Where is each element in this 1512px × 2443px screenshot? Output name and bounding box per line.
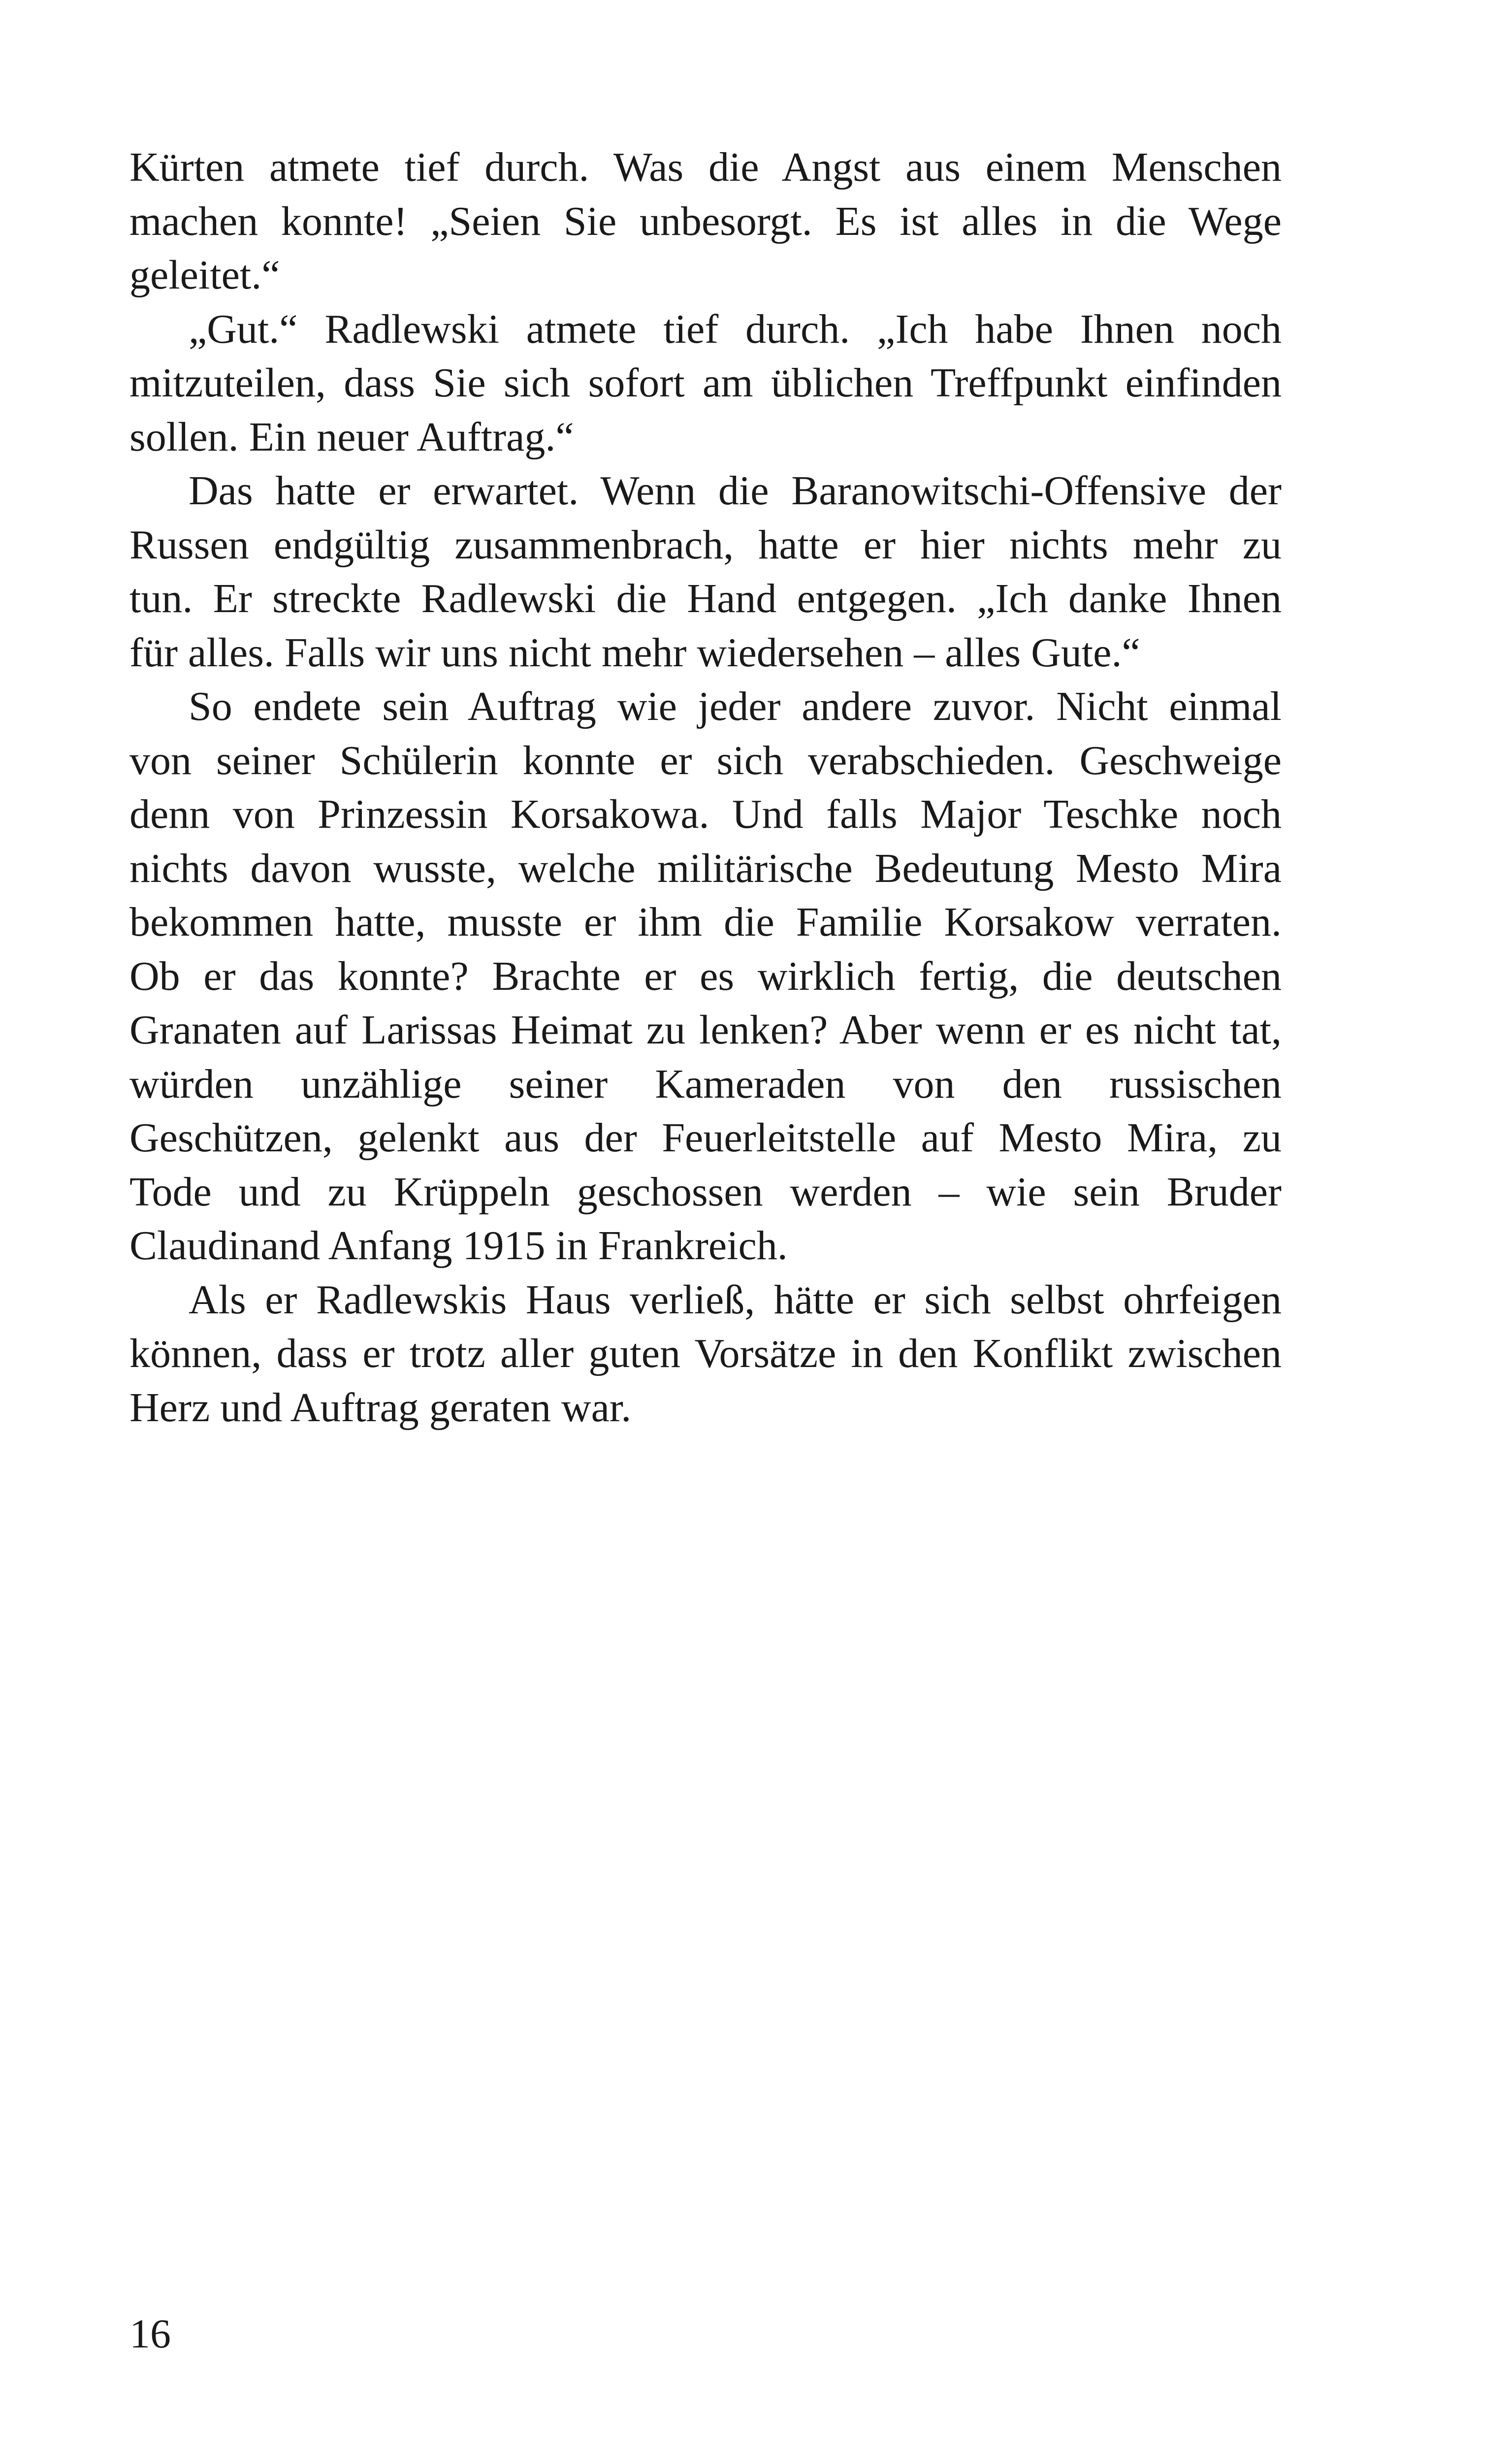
paragraph [129, 1273, 1282, 1435]
text-line: Ob er das konnte? Brachte er es wirklich fertig, die deutschen [129, 953, 1282, 999]
text-line: tun. Er streckte Radlewski die Hand entgegen. „Ich danke Ihnen [129, 576, 1282, 621]
text-line: können, dass er trotz aller guten Vorsätze in den Konflikt zwischen [129, 1331, 1282, 1376]
text-line: mitzuteilen, dass Sie sich sofort am üblichen Treffpunkt einfinden [129, 360, 1282, 406]
text-line: machen konnte! „Seien Sie unbesorgt. Es ist alles in die Wege [129, 198, 1282, 244]
text-line: Herz und Auftrag geraten war. [129, 1384, 632, 1431]
paragraph [129, 302, 1282, 464]
text-line: bekommen hatte, musste er ihm die Familie Korsakow verraten. [129, 899, 1282, 945]
paragraph [129, 680, 1282, 1273]
text-line: Russen endgültig zusammenbrach, hatte er hier nichts mehr zu [129, 521, 1282, 568]
text-line: geleitet.“ [129, 252, 280, 298]
text-line: nichts davon wusste, welche militärische Bedeutung Mesto Mira [129, 845, 1282, 891]
text-line: von seiner Schülerin konnte er sich verabschieden. Geschweige [129, 737, 1282, 783]
page-number: 16 [129, 2311, 171, 2357]
text-line: denn von Prinzessin Korsakowa. Und falls Major Teschke noch [129, 791, 1282, 837]
text-line: Tode und zu Krüppeln geschossen werden – wie sein Bruder [129, 1169, 1282, 1215]
text-line: sollen. Ein neuer Auftrag.“ [129, 414, 574, 460]
paragraph [129, 140, 1282, 302]
text-line: Granaten auf Larissas Heimat zu lenken? Aber wenn er es nicht tat, [129, 1007, 1282, 1053]
text-line: „Gut.“ Radlewski atmete tief durch. „Ich habe Ihnen noch [189, 306, 1282, 352]
text-line: Das hatte er erwartet. Wenn die Baranowitschi-Offensive der [189, 468, 1282, 514]
text-line: Claudinand Anfang 1915 in Frankreich. [129, 1223, 788, 1269]
text-line: Als er Radlewskis Haus verließ, hätte er sich selbst ohrfeigen [189, 1276, 1282, 1323]
body-text [129, 140, 1282, 1434]
text-line: für alles. Falls wir uns nicht mehr wiedersehen – alles Gute.“ [129, 629, 1140, 676]
text-line: So endete sein Auftrag wie jeder andere zuvor. Nicht einmal [189, 684, 1282, 729]
text-line: Geschützen, gelenkt aus der Feuerleitstelle auf Mesto Mira, zu [129, 1115, 1282, 1161]
paragraph [129, 464, 1282, 680]
text-line: würden unzählige seiner Kameraden von den russischen [129, 1061, 1282, 1107]
text-line: Kürten atmete tief durch. Was die Angst aus einem Menschen [129, 144, 1282, 190]
